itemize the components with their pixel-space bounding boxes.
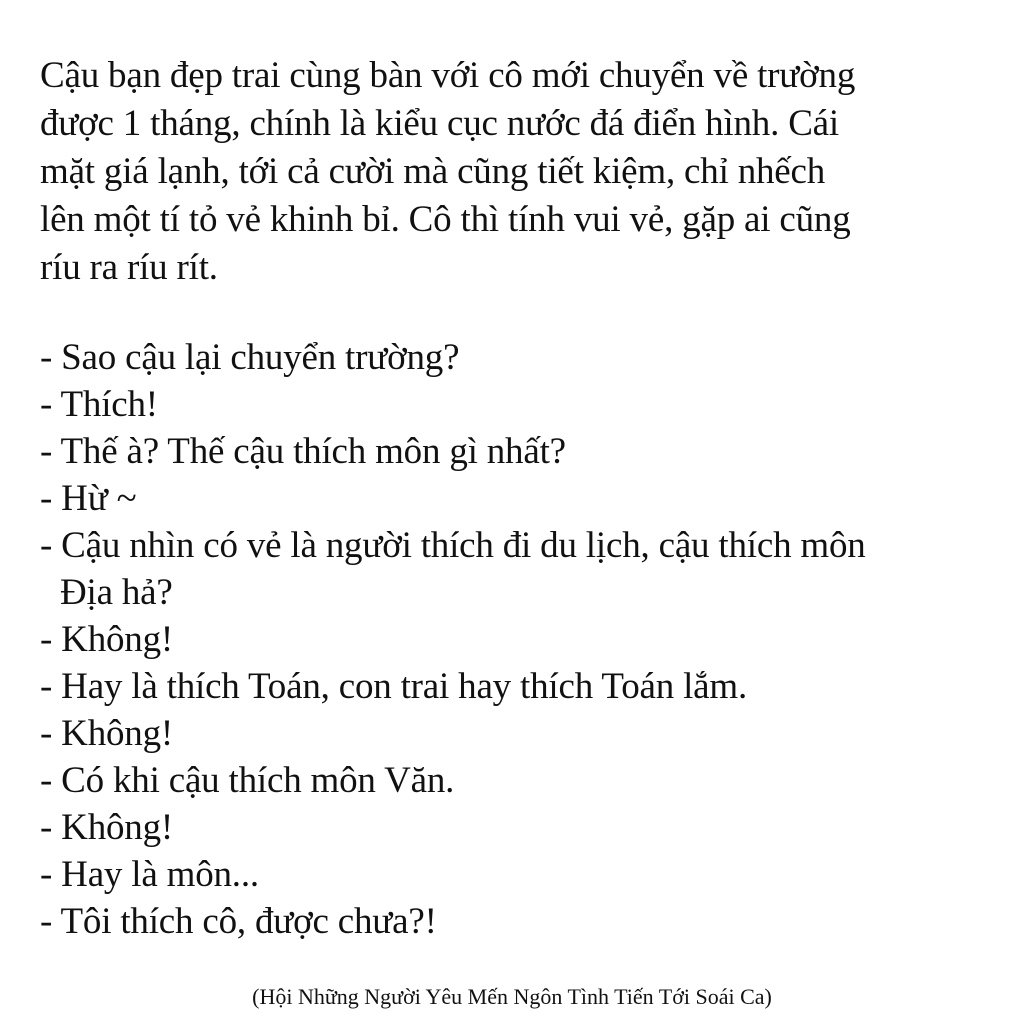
dialogue-line: - Không! xyxy=(40,619,174,660)
dialogue-line: - Hay là thích Toán, con trai hay thích Toán lắm. xyxy=(40,666,748,707)
dialogue-line: - Không! xyxy=(40,807,174,848)
narration-line: được 1 tháng, chính là kiểu cục nước đá điển hình. Cái xyxy=(40,103,839,144)
dialogue-line: - Không! xyxy=(40,713,174,754)
narration-paragraph xyxy=(40,52,1000,292)
dialogue-line: - Hay là môn... xyxy=(40,854,259,895)
dialogue-line: - Thích! xyxy=(40,384,158,425)
narration-line: Cậu bạn đẹp trai cùng bàn với cô mới chuyển về trường xyxy=(40,55,856,96)
dialogue-list xyxy=(40,334,1020,945)
dialogue-line: - Có khi cậu thích môn Văn. xyxy=(40,760,455,801)
narration-line: mặt giá lạnh, tới cả cười mà cũng tiết kiệm, chỉ nhếch xyxy=(40,151,826,192)
dialogue-line: - Thế à? Thế cậu thích môn gì nhất? xyxy=(40,431,566,472)
dialogue-line: - Cậu nhìn có vẻ là người thích đi du lịch, cậu thích môn xyxy=(40,525,866,566)
narration-line: lên một tí tỏ vẻ khinh bỉ. Cô thì tính vui vẻ, gặp ai cũng xyxy=(40,199,851,240)
dialogue-line: - Tôi thích cô, được chưa?! xyxy=(40,901,437,942)
narration-line: ríu ra ríu rít. xyxy=(40,247,218,288)
page-credit: (Hội Những Người Yêu Mến Ngôn Tình Tiến Tới Soái Ca) xyxy=(252,984,772,1009)
dialogue-line-continuation: Địa hả? xyxy=(60,572,173,613)
dialogue-line: - Hừ ~ xyxy=(40,478,137,519)
dialogue-line: - Sao cậu lại chuyển trường? xyxy=(40,337,460,378)
